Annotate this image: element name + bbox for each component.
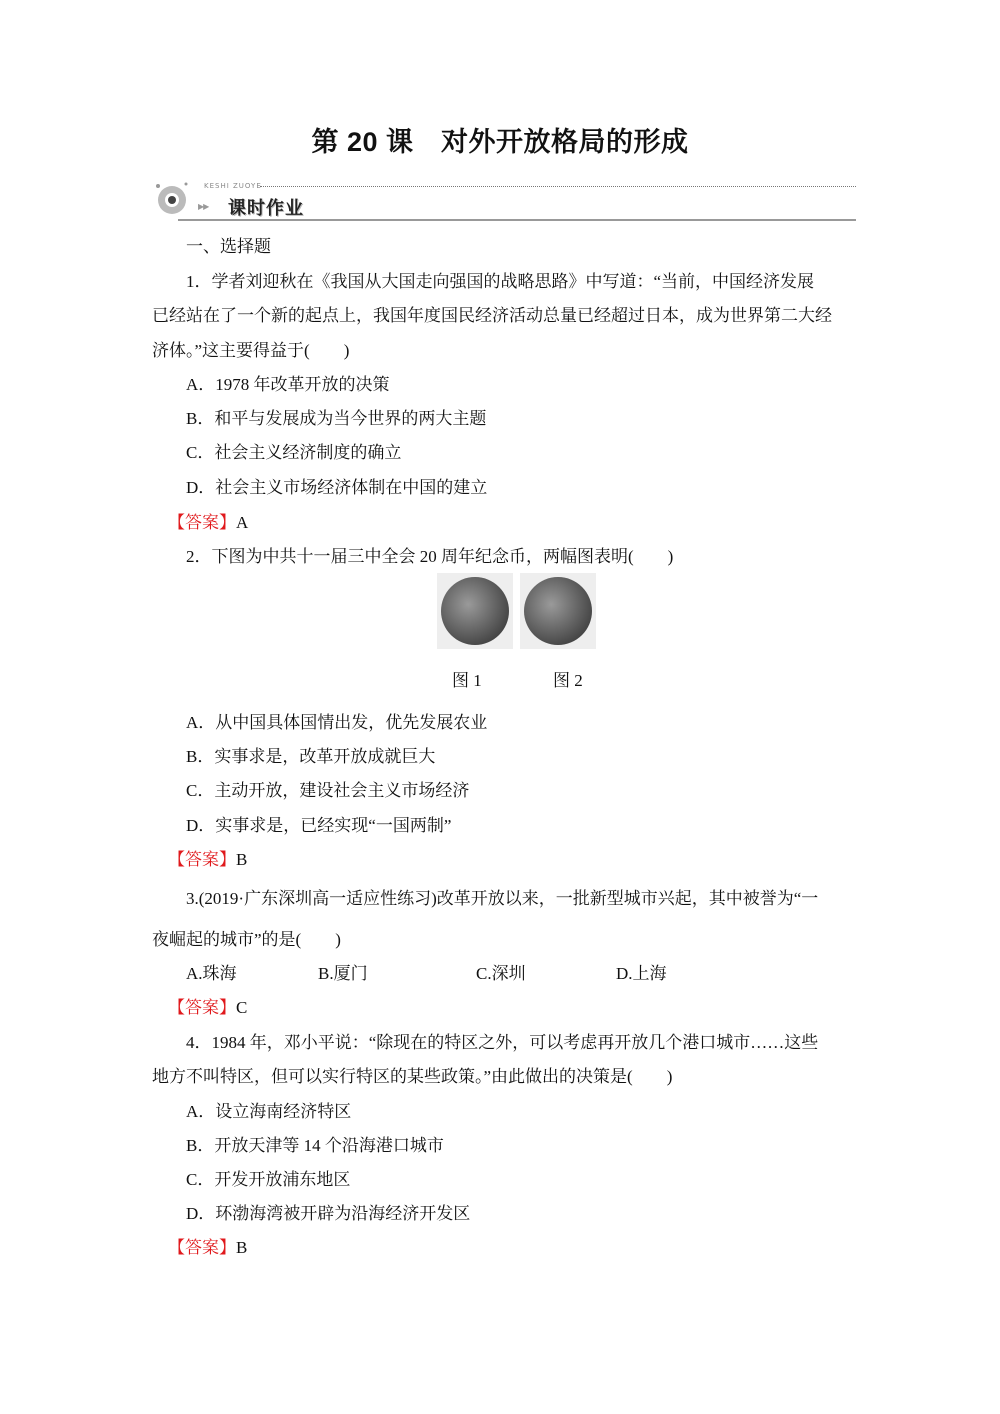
- option-a: A．从中国具体国情出发，优先发展农业: [186, 713, 488, 732]
- answer-value: C: [236, 998, 248, 1017]
- answer-value: A: [236, 513, 249, 532]
- figure-1-coin: [437, 573, 513, 649]
- question-1-line: 已经站在了一个新的起点上，我国年度国民经济活动总量已经超过日本，成为世界第二大经: [152, 306, 832, 325]
- q3-prefix: 3.(2019·: [186, 889, 245, 908]
- question-4-line: 地方不叫特区，但可以实行特区的某些政策。”由此做出的决策是( ): [152, 1067, 673, 1086]
- gear-icon: [150, 178, 194, 218]
- question-4-line: 4．1984 年，邓小平说：“除现在的特区之外，可以考虑再开放几个港口城市……这些: [186, 1033, 819, 1052]
- option-c: C．开发开放浦东地区: [186, 1170, 351, 1189]
- answer-tag: 【答案】: [168, 998, 236, 1017]
- option-d: D．实事求是，已经实现“一国两制”: [186, 816, 452, 835]
- option-b: B．和平与发展成为当今世界的两大主题: [186, 409, 487, 428]
- option-c: C．社会主义经济制度的确立: [186, 443, 402, 462]
- option-b: B．开放天津等 14 个沿海港口城市: [186, 1136, 444, 1155]
- arrows-icon: ▶▶: [198, 202, 209, 211]
- answer-value: B: [236, 1238, 248, 1257]
- option-d: D．环渤海湾被开辟为沿海经济开发区: [186, 1204, 471, 1223]
- answer-tag: 【答案】: [168, 513, 236, 532]
- option-a: A．1978 年改革开放的决策: [186, 375, 390, 394]
- option-d: D.上海: [616, 964, 667, 983]
- option-d: D．社会主义市场经济体制在中国的建立: [186, 478, 488, 497]
- question-1-line: 济体。”这主要得益于( ): [152, 341, 350, 360]
- option-b: B．实事求是，改革开放成就巨大: [186, 747, 436, 766]
- banner-rule: [178, 219, 856, 221]
- answer-3: [168, 993, 247, 1018]
- figure-2-caption: 图 2: [553, 671, 583, 690]
- banner-kicker: KESHI ZUOYE: [204, 182, 262, 190]
- question-3-line: 夜崛起的城市”的是( ): [152, 930, 341, 949]
- answer-value: B: [236, 850, 248, 869]
- figure-2-coin: [520, 573, 596, 649]
- answer-tag: 【答案】: [168, 850, 236, 869]
- option-b: B.厦门: [318, 964, 368, 983]
- page-title: 第 20 课 对外开放格局的形成: [311, 127, 689, 157]
- banner-label: 课时作业: [228, 198, 304, 219]
- answer-tag: 【答案】: [168, 1238, 236, 1257]
- answer-4: [168, 1233, 247, 1258]
- question-2-stem: 2．下图为中共十一届三中全会 20 周年纪念币，两幅图表明( ): [186, 547, 674, 566]
- section-banner: [148, 176, 856, 222]
- answer-2: [168, 845, 247, 870]
- q3-rest: )改革开放以来，一批新型城市兴起，其中被誉为“一: [431, 889, 819, 908]
- figure-1-caption: 图 1: [452, 671, 482, 690]
- option-a: A．设立海南经济特区: [186, 1102, 352, 1121]
- question-1-line: 1．学者刘迎秋在《我国从大国走向强国的战略思路》中写道：“当前，中国经济发展: [186, 272, 815, 291]
- question-source: 广东深圳高一适应性练习: [244, 889, 432, 908]
- answer-1: [168, 508, 248, 533]
- option-a: A.珠海: [186, 964, 237, 983]
- question-3-line: [186, 884, 818, 909]
- option-c: C.深圳: [476, 964, 526, 983]
- option-c: C．主动开放，建设社会主义市场经济: [186, 781, 470, 800]
- section-heading: 一、选择题: [186, 237, 271, 256]
- dotted-divider: [260, 186, 856, 187]
